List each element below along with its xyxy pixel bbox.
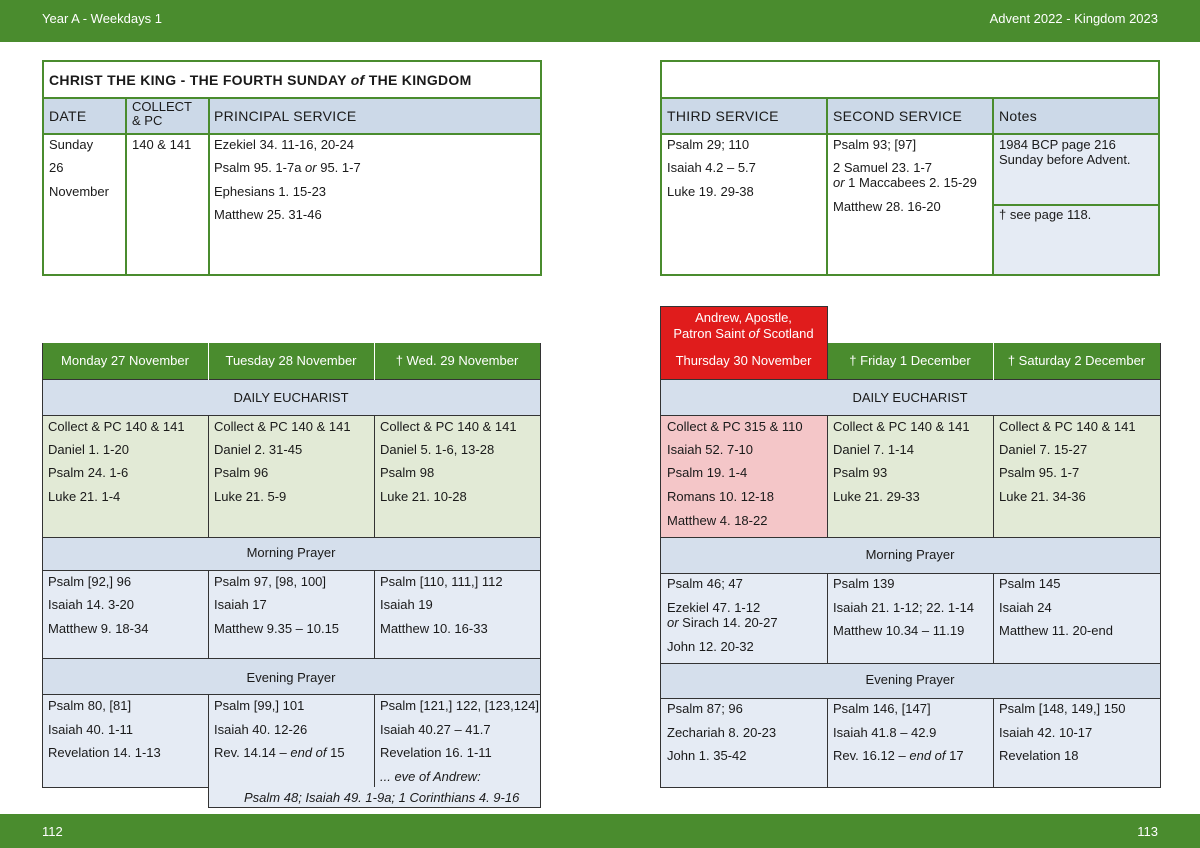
thu-eucharist-3: Psalm 19. 1-4 bbox=[667, 465, 748, 480]
thu-evening-1: Psalm 87; 96 bbox=[667, 701, 743, 716]
tue-eucharist-3: Psalm 96 bbox=[214, 465, 269, 480]
feast-title-2: Patron Saint of Scotland bbox=[673, 326, 814, 341]
col-date-header: DATE bbox=[49, 108, 87, 124]
wed-morning-1: Psalm [110, 111,] 112 bbox=[380, 574, 503, 589]
day-header-friday: † Friday 1 December bbox=[849, 353, 971, 368]
col-second-header: SECOND SERVICE bbox=[833, 108, 963, 124]
col-notes-header: Notes bbox=[999, 108, 1038, 124]
second-reading-1: Psalm 93; [97] bbox=[833, 137, 917, 152]
note-sunday: Sunday before Advent. bbox=[999, 152, 1131, 167]
fri-evening-1: Psalm 146, [147] bbox=[833, 701, 931, 716]
tue-evening-1: Psalm [99,] 101 bbox=[214, 698, 305, 713]
thu-evening-2: Zechariah 8. 20-23 bbox=[667, 725, 777, 740]
thu-eucharist-4: Romans 10. 12-18 bbox=[667, 489, 774, 504]
sat-eucharist-3: Psalm 95. 1-7 bbox=[999, 465, 1080, 480]
tue-morning-3: Matthew 9.35 – 10.15 bbox=[214, 621, 340, 636]
principal-reading-4: Matthew 25. 31-46 bbox=[214, 207, 322, 222]
sat-morning-2: Isaiah 24 bbox=[999, 600, 1052, 615]
eve-of-andrew-readings: Psalm 48; Isaiah 49. 1-9a; 1 Corinthians 4. 9-16 bbox=[244, 790, 520, 805]
tue-eucharist-2: Daniel 2. 31-45 bbox=[214, 442, 303, 457]
feast-title-1: Andrew, Apostle, bbox=[695, 310, 792, 325]
col-third-header: THIRD SERVICE bbox=[667, 108, 779, 124]
mon-morning-3: Matthew 9. 18-34 bbox=[48, 621, 149, 636]
wed-evening-2: Isaiah 40.27 – 41.7 bbox=[380, 722, 491, 737]
page-header bbox=[0, 0, 1200, 42]
thu-morning-3: or Sirach 14. 20-27 bbox=[667, 615, 778, 630]
eucharist-label: DAILY EUCHARIST bbox=[233, 390, 349, 405]
fri-morning-2: Isaiah 21. 1-12; 22. 1-14 bbox=[833, 600, 974, 615]
sat-eucharist-2: Daniel 7. 15-27 bbox=[999, 442, 1088, 457]
thu-eucharist-2: Isaiah 52. 7-10 bbox=[667, 442, 754, 457]
mon-evening-3: Revelation 14. 1-13 bbox=[48, 745, 161, 760]
second-reading-3: or 1 Maccabees 2. 15-29 bbox=[833, 175, 977, 190]
tue-eucharist-1: Collect & PC 140 & 141 bbox=[214, 419, 351, 434]
fri-eucharist-1: Collect & PC 140 & 141 bbox=[833, 419, 970, 434]
eucharist-label-right: DAILY EUCHARIST bbox=[852, 390, 968, 405]
note-see-page: † see page 118. bbox=[999, 207, 1092, 222]
evening-prayer-label: Evening Prayer bbox=[246, 670, 336, 685]
fri-eucharist-3: Psalm 93 bbox=[833, 465, 888, 480]
evening-prayer-label-right: Evening Prayer bbox=[865, 672, 955, 687]
note-bcp: 1984 BCP page 216 bbox=[999, 137, 1116, 152]
date-line-1: Sunday bbox=[49, 137, 94, 152]
tue-evening-2: Isaiah 40. 12-26 bbox=[214, 722, 308, 737]
header-right-title: Advent 2022 - Kingdom 2023 bbox=[989, 11, 1158, 26]
principal-reading-2: Psalm 95. 1-7a or 95. 1-7 bbox=[214, 160, 361, 175]
wed-evening-3: Revelation 16. 1-11 bbox=[380, 745, 492, 760]
wed-eucharist-2: Daniel 5. 1-6, 13-28 bbox=[380, 442, 495, 457]
mon-morning-2: Isaiah 14. 3-20 bbox=[48, 597, 135, 612]
page-footer bbox=[0, 814, 1200, 848]
third-reading-2: Isaiah 4.2 – 5.7 bbox=[667, 160, 756, 175]
wed-eucharist-3: Psalm 98 bbox=[380, 465, 435, 480]
fri-eucharist-2: Daniel 7. 1-14 bbox=[833, 442, 914, 457]
thu-morning-4: John 12. 20-32 bbox=[667, 639, 754, 654]
principal-reading-1: Ezekiel 34. 11-16, 20-24 bbox=[214, 137, 354, 152]
page-number-right: 113 bbox=[1137, 824, 1158, 839]
fri-evening-3: Rev. 16.12 – end of 17 bbox=[833, 748, 964, 763]
third-reading-1: Psalm 29; 110 bbox=[667, 137, 750, 152]
fri-eucharist-4: Luke 21. 29-33 bbox=[833, 489, 920, 504]
col-principal-header: PRINCIPAL SERVICE bbox=[214, 108, 357, 124]
day-header-tuesday: Tuesday 28 November bbox=[225, 353, 357, 368]
day-header-saturday: † Saturday 2 December bbox=[1007, 353, 1146, 368]
fri-morning-3: Matthew 10.34 – 11.19 bbox=[833, 623, 965, 638]
day-header-wednesday: † Wed. 29 November bbox=[395, 353, 519, 368]
thu-morning-2: Ezekiel 47. 1-12 bbox=[667, 600, 761, 615]
wed-evening-1: Psalm [121,] 122, [123,124] bbox=[380, 698, 539, 713]
thu-evening-3: John 1. 35-42 bbox=[667, 748, 747, 763]
tue-eucharist-4: Luke 21. 5-9 bbox=[214, 489, 287, 504]
principal-reading-3: Ephesians 1. 15-23 bbox=[214, 184, 327, 199]
sat-eucharist-4: Luke 21. 34-36 bbox=[999, 489, 1086, 504]
mon-morning-1: Psalm [92,] 96 bbox=[48, 574, 132, 589]
page-number-left: 112 bbox=[42, 824, 63, 839]
fri-evening-2: Isaiah 41.8 – 42.9 bbox=[833, 725, 937, 740]
thu-eucharist-1: Collect & PC 315 & 110 bbox=[667, 419, 803, 434]
thu-eucharist-5: Matthew 4. 18-22 bbox=[667, 513, 768, 528]
header-left-title: Year A - Weekdays 1 bbox=[42, 11, 162, 26]
wed-eucharist-4: Luke 21. 10-28 bbox=[380, 489, 467, 504]
sat-evening-1: Psalm [148, 149,] 150 bbox=[999, 701, 1126, 716]
wed-morning-2: Isaiah 19 bbox=[380, 597, 433, 612]
sat-morning-3: Matthew 11. 20-end bbox=[999, 623, 1113, 638]
mon-eucharist-3: Psalm 24. 1-6 bbox=[48, 465, 129, 480]
mon-eucharist-4: Luke 21. 1-4 bbox=[48, 489, 121, 504]
sat-evening-2: Isaiah 42. 10-17 bbox=[999, 725, 1093, 740]
sat-morning-1: Psalm 145 bbox=[999, 576, 1061, 591]
tue-morning-2: Isaiah 17 bbox=[214, 597, 267, 612]
tue-morning-1: Psalm 97, [98, 100] bbox=[214, 574, 327, 589]
mon-evening-2: Isaiah 40. 1-11 bbox=[48, 722, 134, 737]
sat-eucharist-1: Collect & PC 140 & 141 bbox=[999, 419, 1136, 434]
col-collect-header: COLLECT & PC bbox=[132, 99, 192, 128]
wed-eucharist-1: Collect & PC 140 & 141 bbox=[380, 419, 517, 434]
tue-evening-3: Rev. 14.14 – end of 15 bbox=[214, 745, 345, 760]
mon-evening-1: Psalm 80, [81] bbox=[48, 698, 132, 713]
eve-of-andrew-label: ... eve of Andrew: bbox=[380, 769, 481, 784]
morning-prayer-label: Morning Prayer bbox=[246, 545, 336, 560]
second-reading-2: 2 Samuel 23. 1-7 bbox=[833, 160, 933, 175]
wed-morning-3: Matthew 10. 16-33 bbox=[380, 621, 488, 636]
date-line-2: 26 bbox=[49, 160, 64, 175]
mon-eucharist-2: Daniel 1. 1-20 bbox=[48, 442, 129, 457]
date-line-3: November bbox=[49, 184, 109, 199]
day-header-thursday: Thursday 30 November bbox=[675, 353, 812, 368]
thu-morning-1: Psalm 46; 47 bbox=[667, 576, 743, 591]
collect-value: 140 & 141 bbox=[132, 137, 192, 152]
third-reading-3: Luke 19. 29-38 bbox=[667, 184, 754, 199]
morning-prayer-label-right: Morning Prayer bbox=[865, 547, 955, 562]
second-reading-4: Matthew 28. 16-20 bbox=[833, 199, 941, 214]
fri-morning-1: Psalm 139 bbox=[833, 576, 895, 591]
sunday-title: CHRIST THE KING - THE FOURTH SUNDAY of THE KINGDOM bbox=[49, 72, 472, 88]
day-header-monday: Monday 27 November bbox=[61, 353, 189, 368]
mon-eucharist-1: Collect & PC 140 & 141 bbox=[48, 419, 185, 434]
sat-evening-3: Revelation 18 bbox=[999, 748, 1079, 763]
